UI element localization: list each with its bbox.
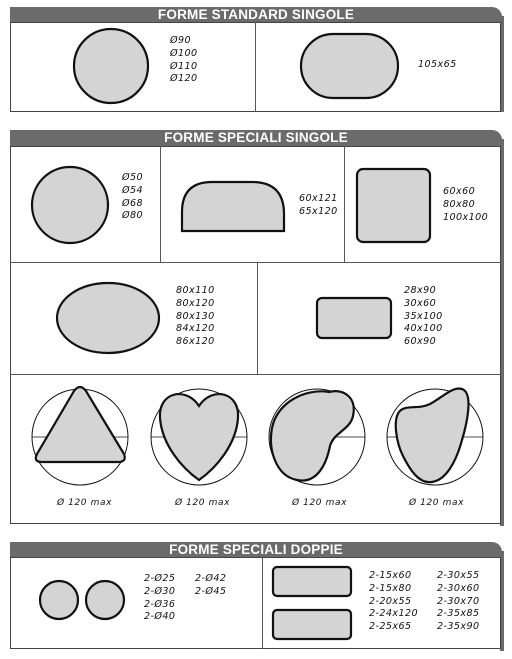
size-label: 100x100 [443, 211, 489, 223]
size-label: 2-15x60 [369, 570, 412, 581]
size-label: 2-Ø36 [144, 598, 176, 610]
half-round-table-shape [182, 182, 284, 231]
size-label: 2-30x55 [437, 570, 480, 581]
size-label: 28x90 [404, 285, 437, 296]
heart-shape-group [151, 389, 247, 485]
size-label: 80x110 [176, 285, 215, 296]
section-title-special: FORME SPECIALI SINGOLE [164, 130, 348, 145]
size-label: 2-30x70 [437, 595, 480, 607]
size-label: 2-25x65 [369, 621, 412, 633]
double-rect-table-shape-2 [273, 610, 351, 639]
size-label: 2-35x85 [437, 608, 480, 620]
double-round-table-shape-2 [86, 581, 124, 619]
size-label: 60x121 [299, 193, 338, 204]
size-label: 30x60 [404, 297, 437, 309]
triangle-table-shape [36, 387, 125, 462]
size-label: Ø90 [170, 35, 191, 46]
size-label: 2-35x90 [437, 621, 480, 633]
section-title-double: FORME SPECIALI DOPPIE [169, 542, 343, 557]
max-caption-triangle: Ø 120 max [57, 498, 112, 508]
size-label: 2-Ø25 [144, 573, 176, 584]
size-label: 2-20x55 [369, 595, 412, 607]
double-rect-table-shape-1 [273, 567, 351, 596]
size-label: 2-24x120 [369, 608, 418, 620]
size-label: 2-Ø42 [195, 573, 227, 584]
kidney-table-shape [271, 391, 354, 480]
max-caption-heart: Ø 120 max [175, 498, 230, 508]
size-label: 2-Ø30 [144, 585, 176, 597]
size-label: Ø68 [122, 197, 143, 209]
size-label: 2-Ø40 [144, 611, 176, 623]
size-label: 84x120 [176, 323, 215, 335]
size-label: Ø100 [170, 47, 198, 59]
ellipse-table-shape [57, 283, 159, 353]
size-label: 105x65 [418, 59, 457, 70]
size-label: 86x120 [176, 336, 215, 348]
square-table-shape [357, 169, 430, 242]
small-round-table-shape [32, 167, 108, 243]
size-label: 65x120 [299, 205, 338, 217]
max-caption-kidney: Ø 120 max [292, 498, 347, 508]
oval-table-shape [301, 34, 398, 98]
size-label: 35x100 [404, 310, 443, 322]
size-label: 40x100 [404, 323, 443, 335]
size-label: 60x60 [443, 186, 476, 197]
size-label: Ø110 [170, 60, 198, 72]
size-label: 60x90 [404, 336, 437, 348]
heart-table-shape [160, 394, 238, 480]
size-label: Ø120 [170, 73, 198, 85]
freeform-shape-group [387, 388, 483, 485]
size-label: 2-15x80 [369, 582, 412, 594]
size-label: 2-Ø45 [195, 585, 227, 597]
round-table-shape [74, 29, 148, 103]
size-label: Ø54 [122, 184, 143, 196]
freeform-table-shape [396, 388, 469, 482]
double-round-table-shape-1 [40, 581, 78, 619]
size-label: 80x120 [176, 297, 215, 309]
kidney-shape-group [269, 389, 365, 485]
size-label: 2-30x60 [437, 582, 480, 594]
size-label: Ø50 [122, 172, 143, 183]
size-label: Ø80 [122, 210, 143, 222]
max-caption-freeform: Ø 120 max [409, 498, 464, 508]
size-label: 80x130 [176, 310, 215, 322]
rect-table-shape [317, 298, 391, 338]
section-title-standard: FORME STANDARD SINGOLE [157, 7, 355, 22]
size-label: 80x80 [443, 198, 476, 210]
triangle-shape-group [32, 387, 128, 485]
